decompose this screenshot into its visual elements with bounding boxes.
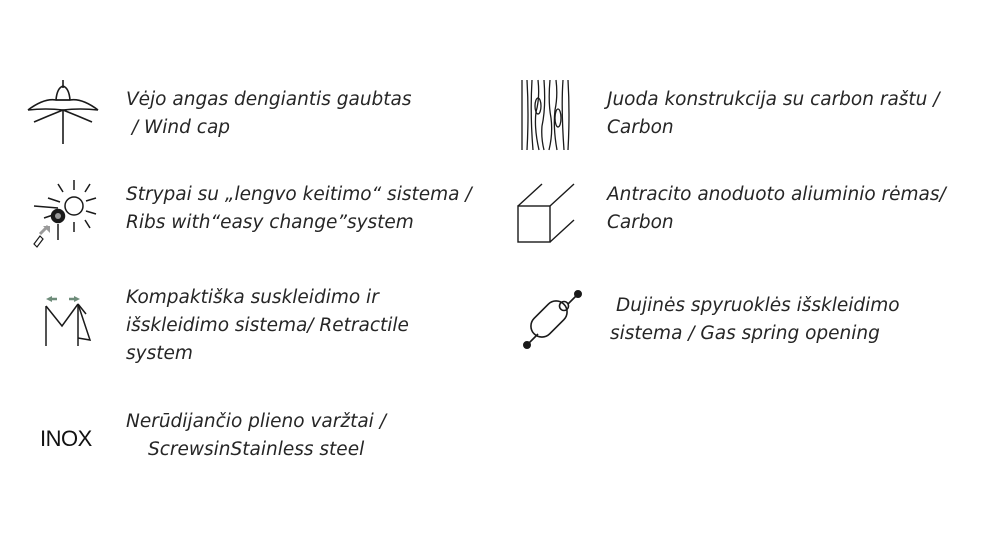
label-line: Juoda konstrukcija su carbon raštu / (607, 89, 940, 110)
feature-ribs-label (126, 181, 472, 237)
easy-change-ribs-icon (30, 176, 106, 250)
label-line: system (126, 343, 193, 364)
retractile-system-icon (40, 290, 100, 350)
feature-frame-label (607, 181, 946, 237)
label-line: Carbon (607, 212, 674, 233)
label-line: sistema / Gas spring opening (610, 323, 880, 344)
label-line: Ribs with“easy change”system (126, 212, 414, 233)
label-line: išskleidimo sistema/ Retractile (126, 315, 409, 336)
aluminium-frame-icon (516, 182, 580, 244)
label-line: Antracito anoduoto aliuminio rėmas/ (607, 184, 946, 205)
label-line: Strypai su „lengvo keitimo“ sistema / (126, 184, 472, 205)
label-line: Nerūdijančio plieno varžtai / (126, 411, 386, 432)
label-line: ScrewsinStainless steel (148, 439, 365, 460)
label-line: Dujinės spyruoklės išskleidimo (616, 295, 900, 316)
inox-icon: INOX (40, 426, 92, 451)
label-line: Kompaktiška suskleidimo ir (126, 287, 379, 308)
carbon-grain-icon (520, 78, 572, 152)
feature-carbon-label (607, 86, 940, 142)
gas-spring-icon (520, 286, 586, 352)
feature-retractile-label (126, 284, 409, 368)
feature-screws-label (126, 408, 386, 464)
label-line: / Wind cap (126, 117, 231, 138)
umbrella-wind-cap-icon (26, 78, 100, 146)
label-line: Vėjo angas dengiantis gaubtas (126, 89, 412, 110)
label-line: Carbon (607, 117, 674, 138)
feature-wind-cap-label (126, 86, 412, 142)
feature-gas-spring-label (610, 292, 900, 348)
